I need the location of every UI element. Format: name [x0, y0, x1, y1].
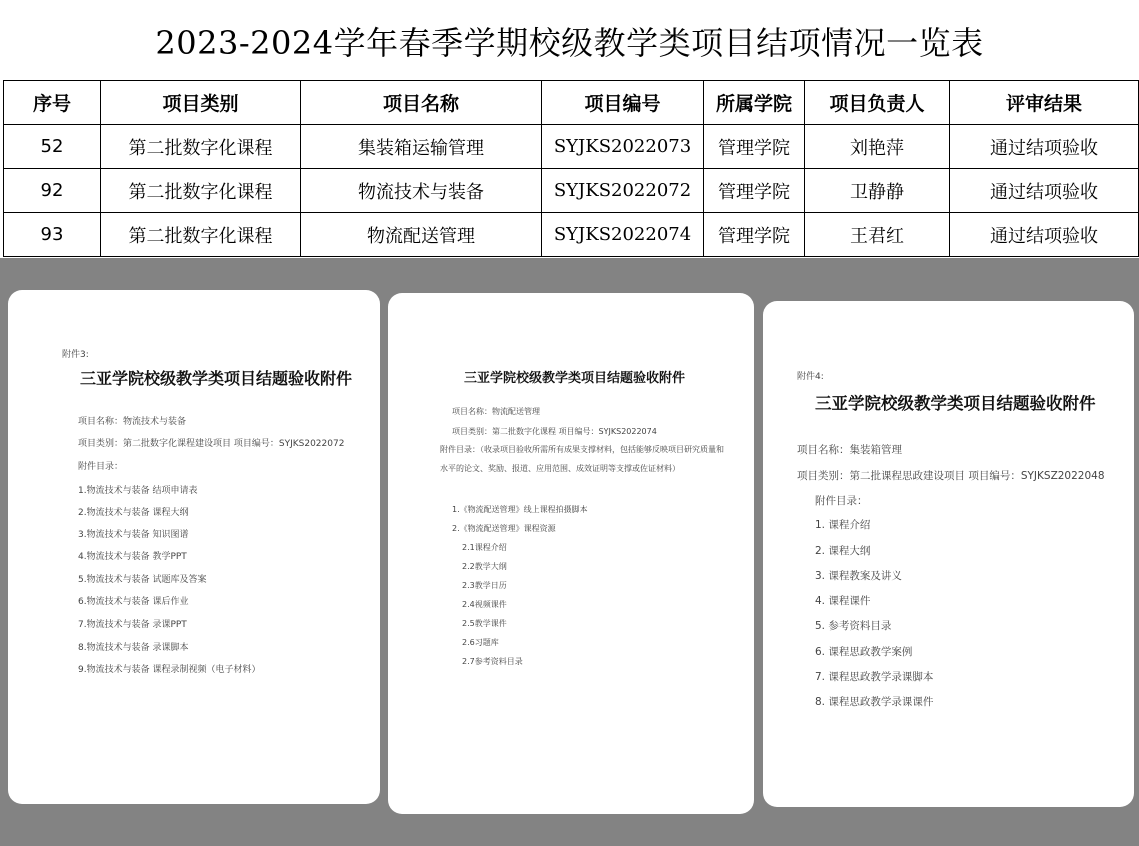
doc2-item: 2.4视频课件: [462, 600, 507, 609]
doc3-attachment-label: 附件4:: [797, 372, 824, 382]
doc1-item: 8.物流技术与装备 录课脚本: [78, 643, 189, 653]
doc1-project-category: 项目类别：第二批数字化课程建设项目 项目编号：SYJKS2022072: [78, 439, 345, 449]
cell-category: 第二批数字化课程: [101, 213, 301, 257]
doc1-title: 三亚学院校级教学类项目结题验收附件: [80, 369, 353, 388]
doc2-item: 2.5教学课件: [462, 619, 507, 628]
doc2-item: 2.3教学日历: [462, 581, 507, 590]
doc1-item: 5.物流技术与装备 试题库及答案: [78, 575, 207, 585]
doc2-contents-note: 附件目录：（收录项目验收所需所有成果支撑材料，包括能够反映项目研究质量和水平的论文、奖励、报道、应用范围、成效证明等支撑或佐证材料）: [440, 445, 724, 473]
cell-result: 通过结项验收: [950, 125, 1139, 169]
page-title: 2023-2024学年春季学期校级教学类项目结项情况一览表: [155, 24, 984, 62]
doc3-item: 8. 课程思政教学录课课件: [815, 696, 934, 708]
doc1-project-name: 项目名称：物流技术与装备: [78, 417, 187, 427]
header-college: 所属学院: [704, 81, 805, 125]
table-header-row: [4, 81, 1139, 125]
cell-college: 管理学院: [704, 213, 805, 257]
cell-college: 管理学院: [704, 169, 805, 213]
header-category: 项目类别: [101, 81, 301, 125]
cell-index: 93: [4, 213, 101, 257]
doc2-item: 2.《物流配送管理》课程资源: [452, 524, 556, 533]
doc2-item: 1.《物流配送管理》线上课程拍摄脚本: [452, 505, 588, 514]
cell-category: 第二批数字化课程: [101, 169, 301, 213]
doc3-item: 6. 课程思政教学案例: [815, 646, 913, 658]
attachment-doc-3: [763, 301, 1134, 807]
results-table: [3, 80, 1139, 257]
doc2-project-name: 项目名称：物流配送管理: [452, 407, 540, 416]
cell-leader: 刘艳萍: [805, 125, 950, 169]
doc2-title: 三亚学院校级教学类项目结题验收附件: [464, 371, 686, 386]
doc1-item: 9.物流技术与装备 课程录制视频（电子材料）: [78, 665, 261, 675]
doc1-item: 4.物流技术与装备 教学PPT: [78, 552, 187, 562]
cell-leader: 卫静静: [805, 169, 950, 213]
doc1-item: 1.物流技术与装备 结项申请表: [78, 486, 198, 496]
doc2-item: 2.6习题库: [462, 638, 499, 647]
cell-result: 通过结项验收: [950, 213, 1139, 257]
header-project-code: 项目编号: [542, 81, 704, 125]
attachment-doc-2: [388, 293, 754, 814]
doc1-item: 3.物流技术与装备 知识图谱: [78, 530, 189, 540]
cell-project-name: 物流配送管理: [301, 213, 542, 257]
header-leader: 项目负责人: [805, 81, 950, 125]
attachment-photos: [0, 258, 1139, 846]
doc1-item: 2.物流技术与装备 课程大纲: [78, 508, 189, 518]
cell-result: 通过结项验收: [950, 169, 1139, 213]
cell-index: 92: [4, 169, 101, 213]
doc3-item: 3. 课程教案及讲义: [815, 570, 902, 582]
header-index: 序号: [4, 81, 101, 125]
doc2-project-category: 项目类别：第二批数字化课程 项目编号：SYJKS2022074: [452, 427, 657, 436]
cell-project-code: SYJKS2022074: [542, 213, 704, 257]
doc3-contents-label: 附件目录：: [815, 495, 868, 507]
cell-category: 第二批数字化课程: [101, 125, 301, 169]
cell-college: 管理学院: [704, 125, 805, 169]
cell-project-code: SYJKS2022073: [542, 125, 704, 169]
table-row: [4, 213, 1139, 257]
cell-project-name: 物流技术与装备: [301, 169, 542, 213]
header-project-name: 项目名称: [301, 81, 542, 125]
cell-index: 52: [4, 125, 101, 169]
doc1-item: 7.物流技术与装备 录课PPT: [78, 620, 187, 630]
header-result: 评审结果: [950, 81, 1139, 125]
doc1-attachment-label: 附件3:: [62, 350, 89, 360]
doc3-item: 1. 课程介绍: [815, 519, 871, 531]
table-row: [4, 125, 1139, 169]
results-sheet: [0, 0, 1139, 258]
cell-project-name: 集装箱运输管理: [301, 125, 542, 169]
doc3-project-name: 项目名称：集装箱管理: [797, 444, 902, 456]
doc3-item: 4. 课程课件: [815, 595, 871, 607]
doc1-contents-label: 附件目录：: [78, 462, 124, 472]
doc3-item: 7. 课程思政教学录课脚本: [815, 671, 934, 683]
cell-project-code: SYJKS2022072: [542, 169, 704, 213]
doc3-item: 5. 参考资料目录: [815, 620, 892, 632]
doc3-project-category: 项目类别：第二批课程思政建设项目 项目编号：SYJKSZ2022048: [797, 470, 1105, 482]
attachment-doc-1: [8, 290, 380, 804]
table-row: [4, 169, 1139, 213]
doc2-item: 2.7参考资料目录: [462, 657, 523, 666]
doc3-item: 2. 课程大纲: [815, 545, 871, 557]
cell-leader: 王君红: [805, 213, 950, 257]
doc1-item: 6.物流技术与装备 课后作业: [78, 597, 189, 607]
doc2-item: 2.1课程介绍: [462, 543, 507, 552]
doc2-item: 2.2教学大纲: [462, 562, 507, 571]
doc3-title: 三亚学院校级教学类项目结题验收附件: [815, 394, 1096, 413]
